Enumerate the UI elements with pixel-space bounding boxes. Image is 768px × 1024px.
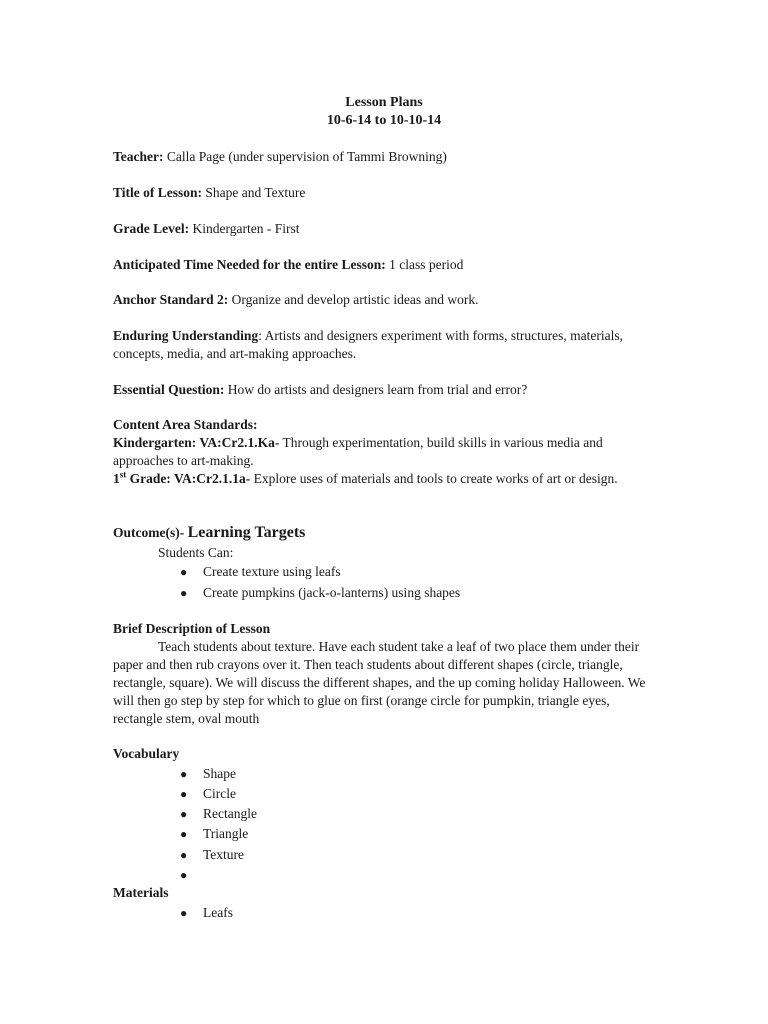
kindergarten-standard <box>113 434 638 470</box>
grade-level-line <box>113 220 653 238</box>
teacher-value: Calla Page (under supervision of Tammi Browning) <box>166 149 447 164</box>
bullet-icon: ● <box>180 906 188 920</box>
vocabulary-item-text: Triangle <box>203 826 249 841</box>
essential-question-value: How do artists and designers learn from trial and error? <box>227 382 528 397</box>
bullet-icon: ● <box>180 868 188 882</box>
materials-item <box>180 904 233 922</box>
vocabulary-heading-text: Vocabulary <box>113 746 180 761</box>
teacher-label: Teacher: <box>113 149 164 164</box>
anchor-standard-value: Organize and develop artistic ideas and work. <box>231 292 479 307</box>
lesson-title-line <box>113 184 653 202</box>
outcome-item-text: Create texture using leafs <box>203 564 341 579</box>
time-needed-label: Anticipated Time Needed for the entire Lesson: <box>113 257 386 272</box>
vocabulary-item <box>180 825 248 843</box>
vocabulary-item-text: Texture <box>203 847 245 862</box>
vocabulary-item-text: Shape <box>203 766 236 781</box>
learning-targets-label: Learning Targets <box>187 524 306 541</box>
vocabulary-item <box>180 785 236 803</box>
teacher-line <box>113 148 653 166</box>
kindergarten-standard-value: Through experimentation, build skills in various media and approaches to art-making. <box>113 435 603 468</box>
description-heading-text: Brief Description of Lesson <box>113 621 271 636</box>
enduring-understanding-value: : Artists and designers experiment with forms, structures, materials, concepts, media, and art-making approaches. <box>113 328 623 361</box>
outcomes-heading <box>113 524 653 542</box>
first-grade-standard-label <box>113 471 250 486</box>
outcome-item <box>180 584 460 602</box>
outcome-item <box>180 563 341 581</box>
description-body: Teach students about texture. Have each student take a leaf of two place them under their paper and then rub crayons over it. Then teach students about different shapes (circle, triangle, rectangle, square). We will discuss the different shapes, and the up coming holiday Halloween. We will then go step by step for which to glue on first (orange circle for pumpkin, triangle eyes, rectangle stem, oval mouth <box>113 639 646 726</box>
anchor-standard-label: Anchor Standard 2: <box>113 292 229 307</box>
description-heading <box>113 620 653 638</box>
vocabulary-item <box>180 805 257 823</box>
first-grade-number: 1 <box>113 471 120 486</box>
vocabulary-heading <box>113 745 653 763</box>
vocabulary-item <box>180 765 236 783</box>
grade-level-label: Grade Level: <box>113 221 190 236</box>
bullet-icon: ● <box>180 848 188 862</box>
bullet-icon: ● <box>180 565 188 579</box>
vocabulary-item-text: Circle <box>203 786 236 801</box>
bullet-icon: ● <box>180 767 188 781</box>
anchor-standard-line <box>113 291 653 309</box>
vocabulary-item <box>180 866 203 884</box>
bullet-icon: ● <box>180 787 188 801</box>
time-needed-line <box>113 256 653 274</box>
first-grade-standard-value: Explore uses of materials and tools to create works of art or design. <box>253 471 618 486</box>
time-needed-value: 1 class period <box>389 257 464 272</box>
bullet-icon: ● <box>180 586 188 600</box>
materials-heading-text: Materials <box>113 885 169 900</box>
content-standards-heading-text: Content Area Standards: <box>113 417 258 432</box>
first-grade-standard <box>113 470 638 488</box>
outcome-item-text: Create pumpkins (jack-o-lanterns) using shapes <box>203 585 461 600</box>
vocabulary-item-text: Rectangle <box>203 806 257 821</box>
first-grade-code: Grade: VA:Cr2.1.1a- <box>129 471 251 486</box>
bullet-icon: ● <box>180 827 188 841</box>
vocabulary-item <box>180 846 244 864</box>
students-can-text: Students Can: <box>158 545 234 560</box>
grade-level-value: Kindergarten - First <box>192 221 300 236</box>
lesson-title-label: Title of Lesson: <box>113 185 203 200</box>
document-title: Lesson Plans <box>345 95 423 110</box>
materials-item-text: Leafs <box>203 905 233 920</box>
kindergarten-standard-label: Kindergarten: VA:Cr2.1.Ka- <box>113 435 280 450</box>
materials-heading <box>113 884 653 902</box>
essential-question-line <box>113 381 653 399</box>
content-standards-heading <box>113 416 653 434</box>
enduring-understanding-label: Enduring Understanding <box>113 328 259 343</box>
outcomes-label: Outcome(s)- <box>113 525 185 540</box>
document-dates: 10-6-14 to 10-10-14 <box>326 113 442 128</box>
lesson-title-value: Shape and Texture <box>205 185 306 200</box>
essential-question-label: Essential Question: <box>113 382 225 397</box>
first-grade-superscript: st <box>119 469 127 480</box>
bullet-icon: ● <box>180 807 188 821</box>
enduring-understanding-line <box>113 327 633 363</box>
